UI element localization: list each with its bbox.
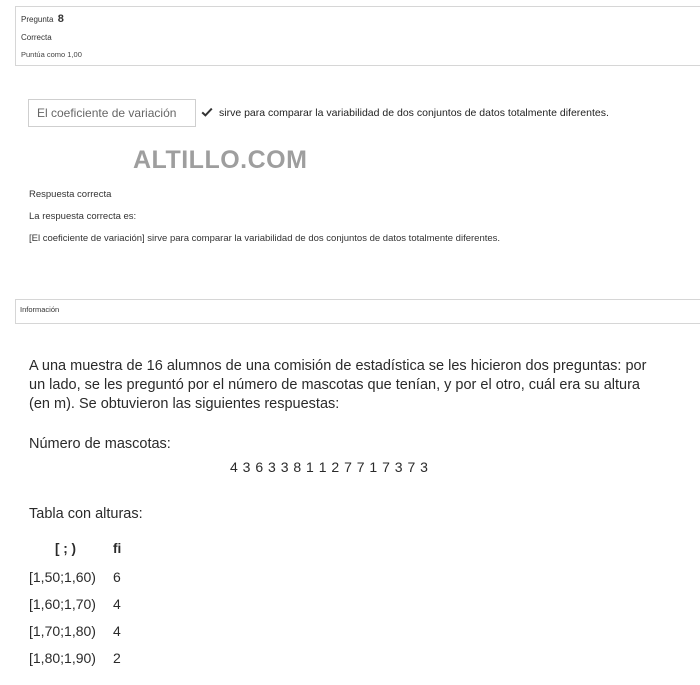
paragraph-line: un lado, se les preguntó por el número de mascotas que tenían, y por el otro, cuál era su altura [29,377,640,393]
answer-sentence-rest: sirve para comparar la variabilidad de dos conjuntos de datos totalmente diferentes. [219,107,609,119]
paragraph-line: A una muestra de 16 alumnos de una comisión de estadística se les hicieron dos preguntas: por [29,358,647,374]
information-title: Información [20,305,60,314]
problem-paragraph [29,357,699,414]
question-grade: Puntúa como 1,00 [21,50,82,59]
table-header-interval: [ ; ) [55,541,76,556]
table-row [29,623,121,639]
table-cell-interval: [1,60;1,70) [29,596,96,612]
table-cell-fi: 4 [113,623,121,639]
table-cell-interval: [1,80;1,90) [29,650,96,666]
pets-label: Número de mascotas: [29,436,171,452]
table-cell-fi: 4 [113,596,121,612]
answer-dropdown[interactable]: El coeficiente de variación [28,99,196,127]
information-box [15,299,700,324]
table-cell-fi: 2 [113,650,121,666]
feedback-intro: La respuesta correcta es: [29,211,137,222]
table-row [29,650,121,666]
pets-values: 4 3 6 3 3 8 1 1 2 7 7 1 7 3 7 3 [230,459,429,475]
question-number [21,13,64,25]
table-row [29,569,121,585]
table-cell-interval: [1,70;1,80) [29,623,96,639]
paragraph-line: (en m). Se obtuvieron las siguientes respuestas: [29,396,340,412]
table-header-fi: fi [113,541,122,556]
question-info-box [15,6,700,66]
table-cell-interval: [1,50;1,60) [29,569,96,585]
question-state: Correcta [21,33,52,42]
check-icon [201,106,213,118]
table-row [29,596,121,612]
question-label: Pregunta [21,15,54,24]
table-cell-fi: 6 [113,569,121,585]
watermark-logo: ALTILLO.COM [133,146,308,174]
question-number-value: 8 [57,13,64,25]
feedback-correct-answer: [El coeficiente de variación] sirve para comparar la variabilidad de dos conjuntos de datos totalmente diferentes. [29,233,501,244]
feedback-result: Respuesta correcta [29,189,112,200]
heights-label: Tabla con alturas: [29,506,143,522]
